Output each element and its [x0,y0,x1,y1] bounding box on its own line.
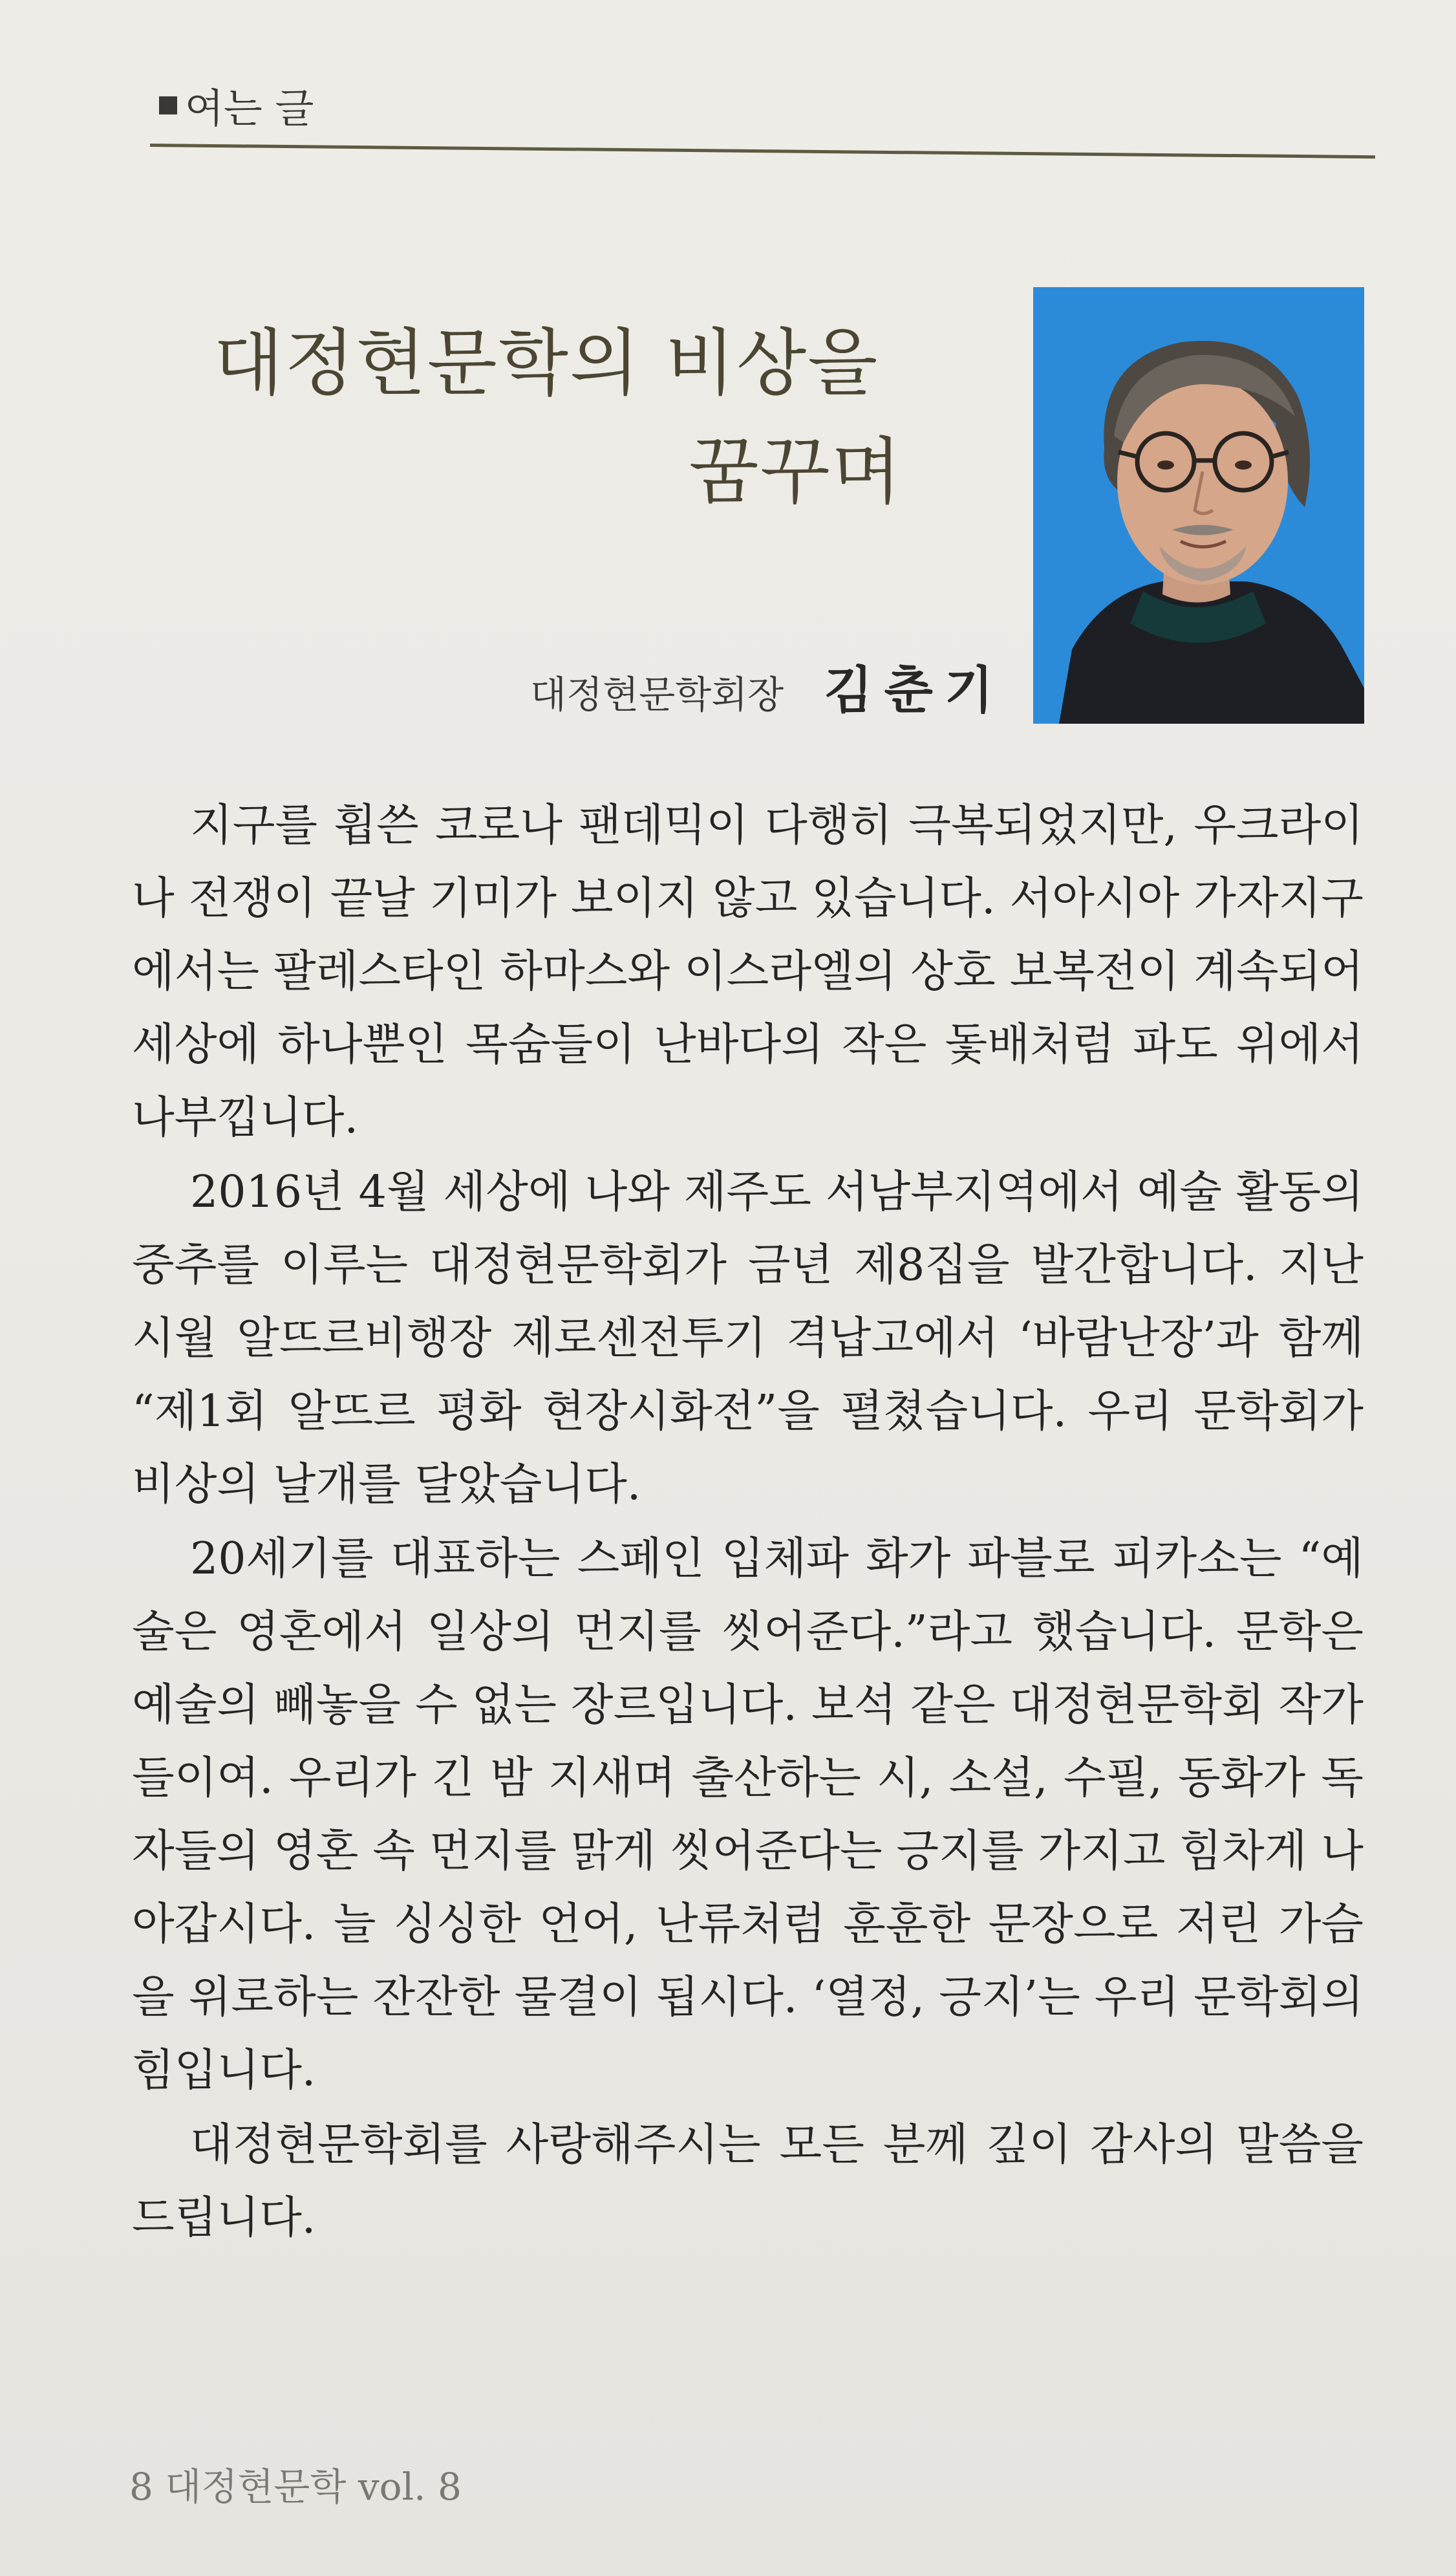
page-footer: 8 대정현문학 vol. 8 [129,2465,462,2509]
portrait-illustration [1033,287,1364,724]
author-role: 대정현문학회장 [530,673,784,717]
title-line-2: 꿈꾸며 [689,430,903,514]
section-label: 여는 글 [185,85,314,132]
author-name: 김춘기 [824,662,1005,720]
article-title [213,309,905,526]
section-header [159,76,314,134]
author-portrait-photo [1033,287,1364,724]
header-rule [150,144,1375,158]
author-byline [530,650,1005,722]
body-paragraph: 지구를 휩쓴 코로나 팬데믹이 다행히 극복되었지만, 우크라이나 전쟁이 끝날 기미가 보이지 않고 있습니다. 서아시아 가자지구에서는 팔레스타인 하마스와 이스라엘의 상호 보복전이 계속되어 세상에 하나뿐인 목숨들이 난바다의 작은 돛배처럼 파도 위에서 나부낍니다. [132,800,1364,1143]
body-paragraph: 20세기를 대표하는 스페인 입체파 화가 파블로 피카소는 “예술은 영혼에서 일상의 먼지를 씻어준다.”라고 했습니다. 문학은 예술의 빼놓을 수 없는 장르입니다. 보석 같은 대정현문학회 작가들이여. 우리가 긴 밤 지새며 출산하는 시, 소설, 수필, 동화가 독자들의 영혼 속 먼지를 맑게 씻어준다는 긍지를 가지고 힘차게 나아갑시다. 늘 싱싱한 언어, 난류처럼 훈훈한 문장으로 저린 가슴을 위로하는 잔잔한 물결이 됩시다. ‘열정, 긍지’는 우리 문학회의 힘입니다. [132,1533,1364,2096]
square-bullet-icon [159,96,177,114]
title-line-1: 대정현문학의 비상을 [213,321,879,406]
body-paragraph: 2016년 4월 세상에 나와 제주도 서남부지역에서 예술 활동의 중추를 이루는 대정현문학회가 금년 제8집을 발간합니다. 지난 시월 알뜨르비행장 제로센전투기 격납고에서 ‘바람난장’과 함께 “제1회 알뜨르 평화 현장시화전”을 펼쳤습니다. 우리 문학회가 비상의 날개를 달았습니다. [132,1167,1364,1510]
article-body [132,789,1364,2256]
body-paragraph: 대정현문학회를 사랑해주시는 모든 분께 깊이 감사의 말씀을 드립니다. [132,2119,1364,2244]
